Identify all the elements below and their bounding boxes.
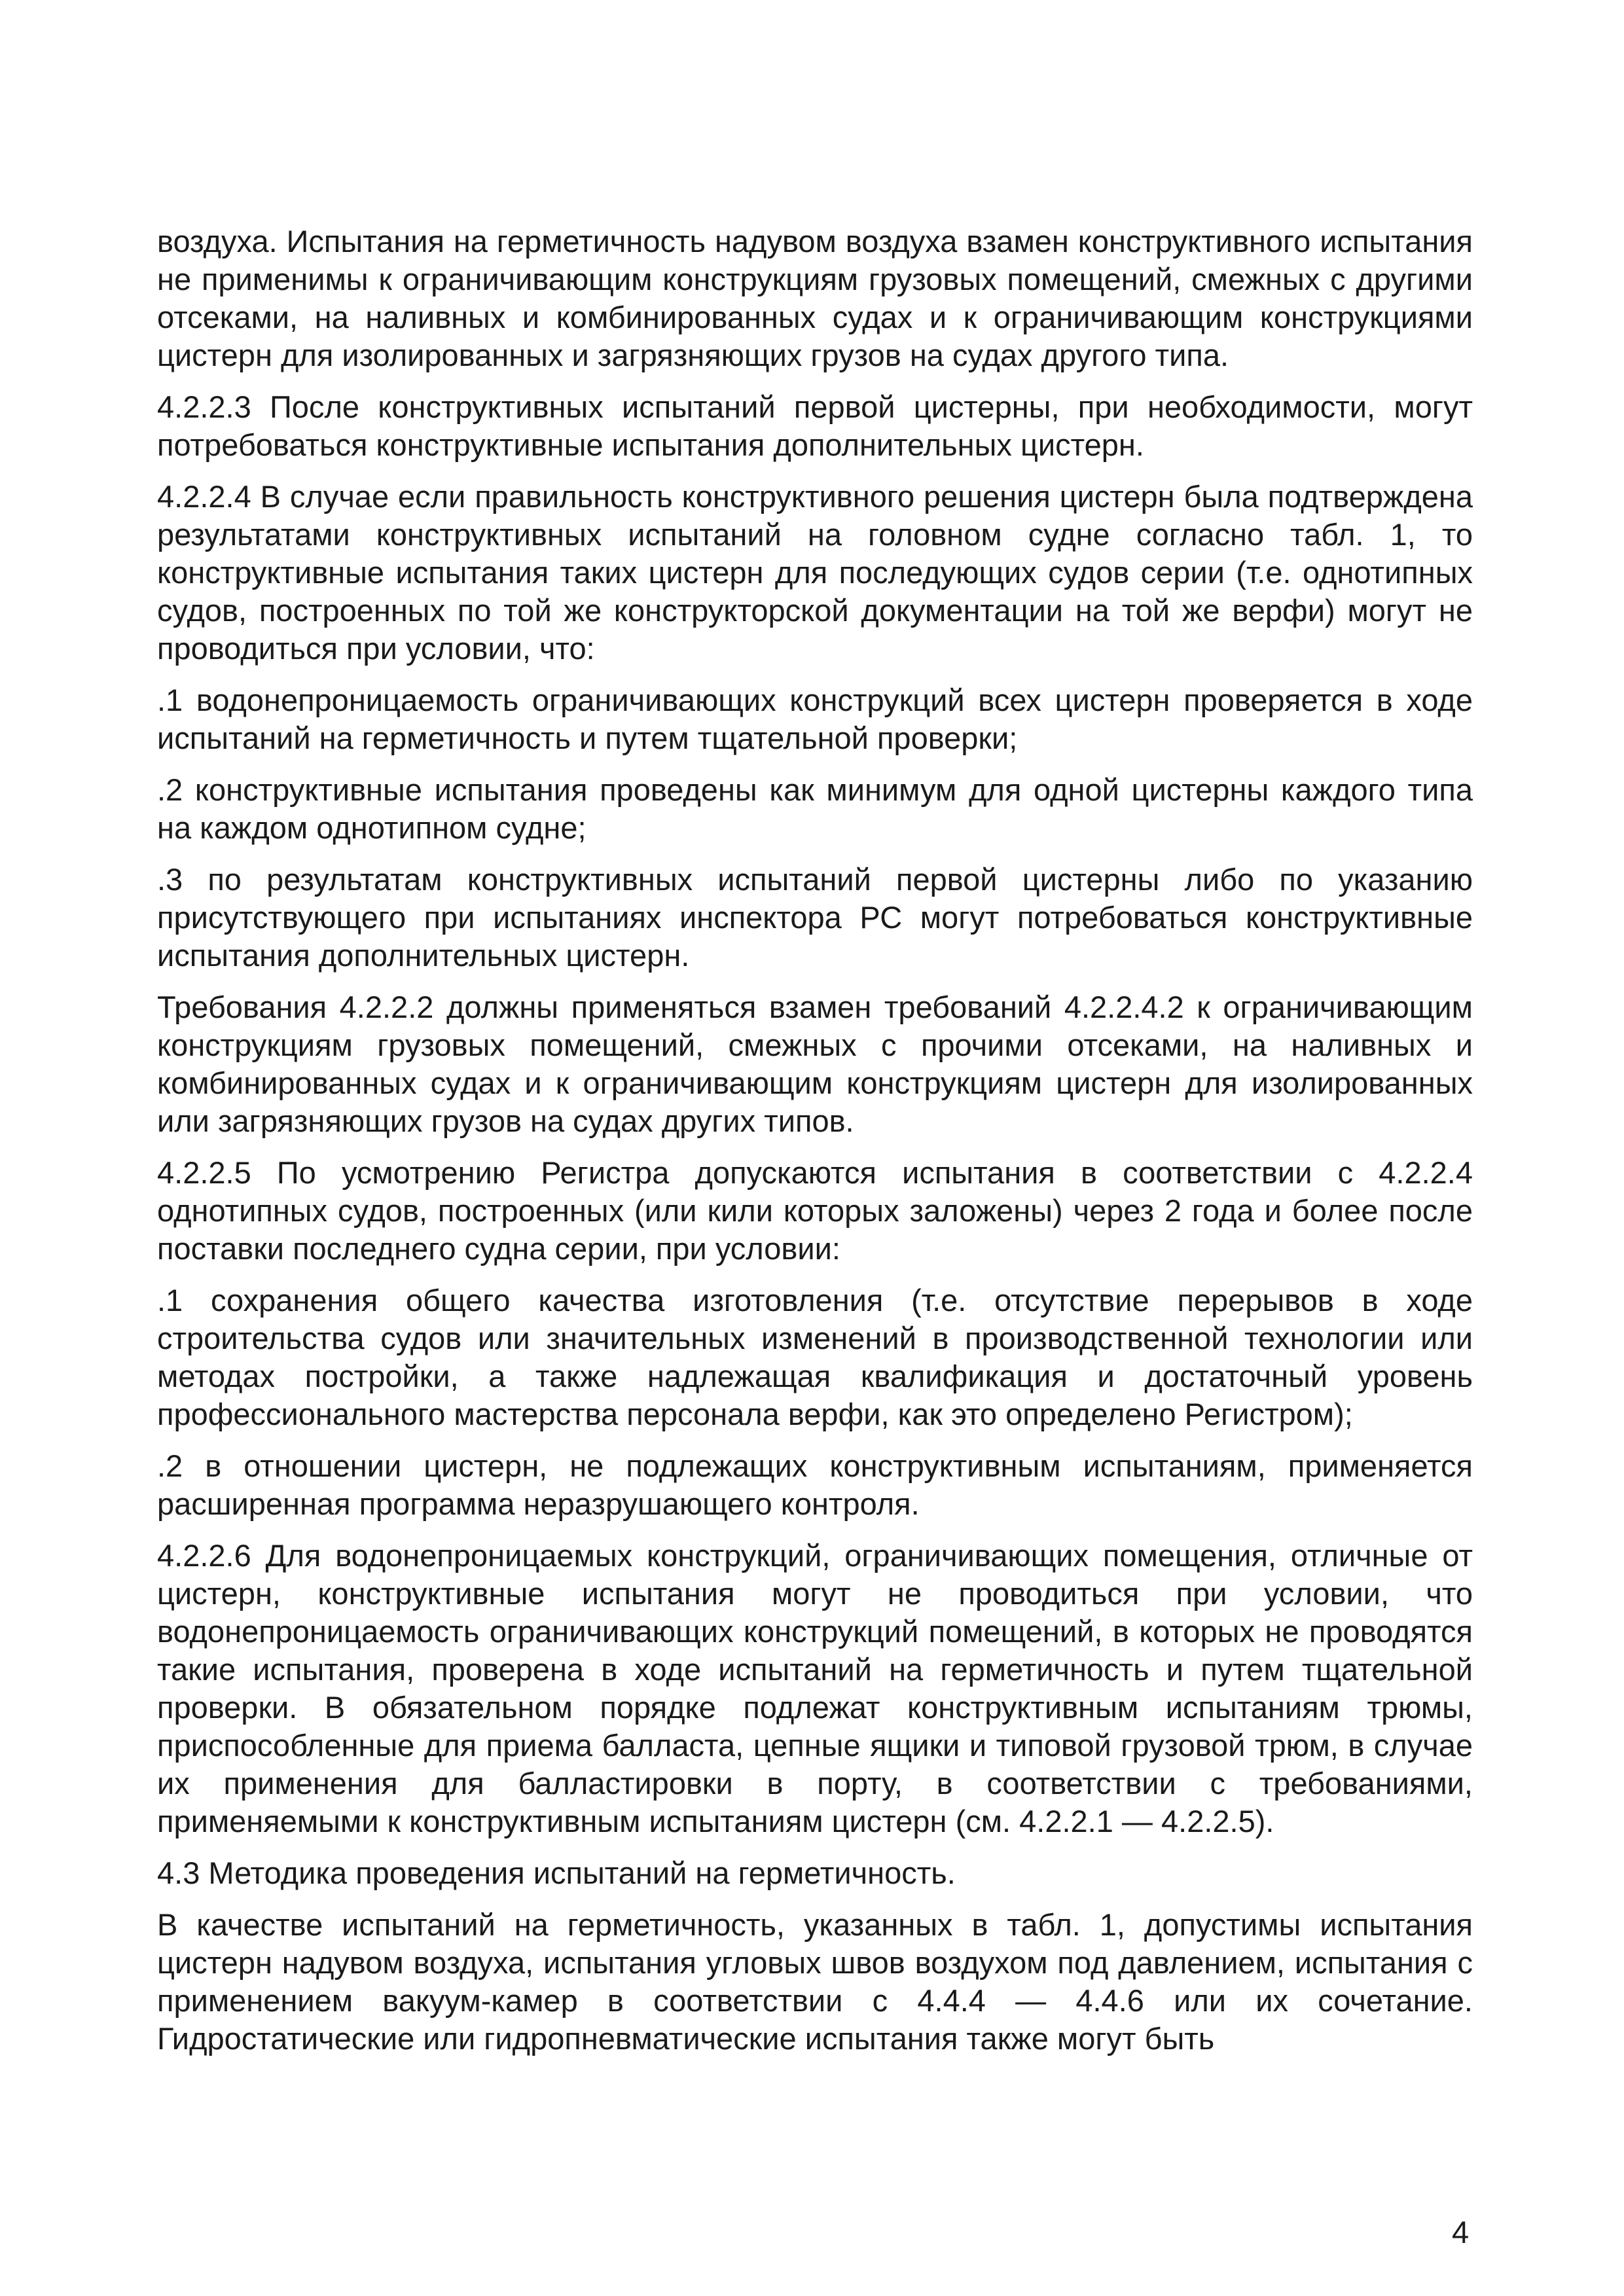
list-item-2-ndt: .2 в отношении цистерн, не подлежащих конструктивным испытаниям, применяется расширенная программа неразрушающего контроля. <box>157 1448 1473 1521</box>
paragraph-continuation: воздуха. Испытания на герметичность надувом воздуха взамен конструктивного испытания не применимы к ограничивающим конструкциям грузовых помещений, смежных с другими отсеками, на наливных и комбинированных судах и к ограничивающим конструкциями цистерн для изолированных и загрязняющих грузов на судах другого типа. <box>157 224 1473 372</box>
paragraph-4-2-2-4: 4.2.2.4 В случае если правильность конструктивного решения цистерн была подтверждена результатами конструктивных испытаний на головном судне согласно табл. 1, то конструктивные испытания таких цистерн для последующих судов серии (т.е. однотипных судов, построенных по той же конструкторской документации на той же верфи) могут не проводиться при условии, что: <box>157 479 1473 666</box>
paragraph-4-2-2-6: 4.2.2.6 Для водонепроницаемых конструкций, ограничивающих помещения, отличные от цистерн, конструктивные испытания могут не проводиться при условии, что водонепроницаемость ограничивающих конструкций помещений, в которых не проводятся такие испытания, проверена в ходе испытаний на герметичность и путем тщательной проверки. В обязательном порядке подлежат конструктивным испытаниям трюмы, приспособленные для приема балласта, цепные ящики и типовой грузовой трюм, в случае их применения для балластировки в порту, в соответствии с требованиями, применяемыми к конструктивным испытаниям цистерн (см. 4.2.2.1 — 4.2.2.5). <box>157 1538 1473 1839</box>
page-number: 4 <box>1452 2215 1470 2250</box>
list-item-1-quality: .1 сохранения общего качества изготовления (т.е. отсутствие перерывов в ходе строительства судов или значительных изменений в производственной технологии или методах постройки, а также надлежащая квалификация и достаточный уровень профессионального мастерства персонала верфи, как это определено Регистром); <box>157 1283 1473 1431</box>
paragraph-requirements: Требования 4.2.2.2 должны применяться взамен требований 4.2.2.4.2 к ограничивающим конструкциям грузовых помещений, смежных с прочими отсеками, на наливных и комбинированных судах и к ограничивающим конструкциям цистерн для изолированных или загрязняющих грузов на судах других типов. <box>157 990 1473 1138</box>
paragraph-tightness-tests: В качестве испытаний на герметичность, указанных в табл. 1, допустимы испытания цистерн надувом воздуха, испытания угловых швов воздухом под давлением, испытания с применением вакуум-камер в соответствии с 4.4.4 — 4.4.6 или их сочетание. Гидростатические или гидропневматические испытания также могут быть <box>157 1907 1473 2056</box>
section-heading-4-3: 4.3 Методика проведения испытаний на герметичность. <box>157 1856 956 1890</box>
list-item-3: .3 по результатам конструктивных испытаний первой цистерны либо по указанию присутствующего при испытаниях инспектора РС могут потребоваться конструктивные испытания дополнительных цистерн. <box>157 862 1473 973</box>
paragraph-4-2-2-3: 4.2.2.3 После конструктивных испытаний первой цистерны, при необходимости, могут потребоваться конструктивные испытания дополнительных цистерн. <box>157 389 1473 462</box>
document-body <box>157 223 1473 2072</box>
list-item-2: .2 конструктивные испытания проведены как минимум для одной цистерны каждого типа на каждом однотипном судне; <box>157 772 1473 845</box>
paragraph-4-2-2-5: 4.2.2.5 По усмотрению Регистра допускаются испытания в соответствии с 4.2.2.4 однотипных судов, построенных (или кили которых заложены) через 2 года и более после поставки последнего судна серии, при условии: <box>157 1155 1473 1266</box>
list-item-1: .1 водонепроницаемость ограничивающих конструкций всех цистерн проверяется в ходе испытаний на герметичность и путем тщательной проверки; <box>157 683 1473 755</box>
